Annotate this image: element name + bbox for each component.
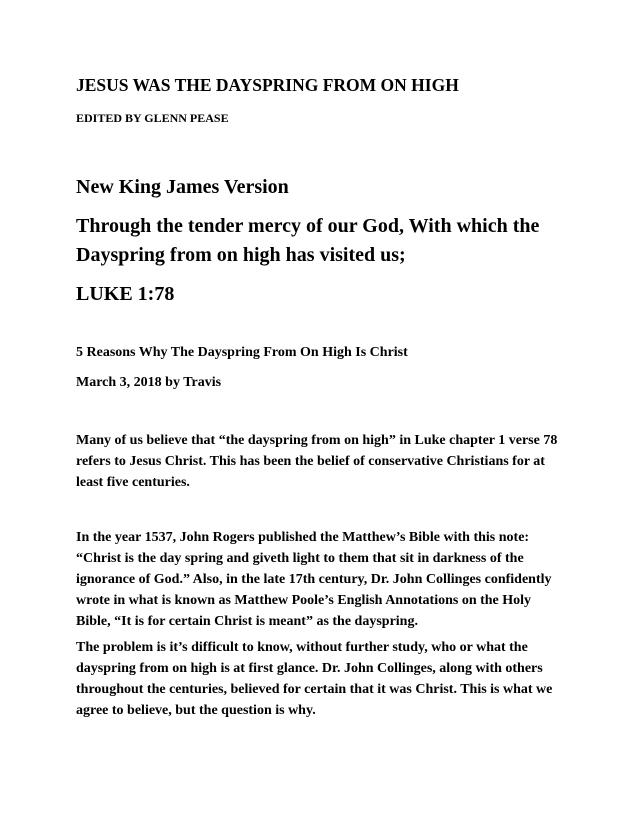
editor-line: EDITED BY GLENN PEASE (76, 111, 229, 125)
bible-version: New King James Version (76, 176, 289, 198)
paragraph: The problem is it’s difficult to know, without further study, who or what the dayspring from on high is at first glance. Dr. John Collinges, along with others throughout the centuries, believed for certain that it was Christ. This is what we agree to believe, but the question is why. (76, 640, 553, 718)
document-title: JESUS WAS THE DAYSPRING FROM ON HIGH (76, 75, 459, 95)
article-title: 5 Reasons Why The Dayspring From On High Is Christ (76, 345, 408, 360)
scripture-verse: Through the tender mercy of our God, With which the Dayspring from on high has visited us; (76, 215, 540, 266)
paragraph: Many of us believe that “the dayspring from on high” in Luke chapter 1 verse 78 refers to Jesus Christ. This has been the belief of conservative Christians for at least five centuries. (76, 433, 558, 490)
scripture-reference: LUKE 1:78 (76, 283, 175, 305)
article-byline: March 3, 2018 by Travis (76, 375, 222, 390)
paragraph: In the year 1537, John Rogers published the Matthew’s Bible with this note: “Christ is the day spring and giveth light to them that sit in darkness of the ignorance of God.” Also, in the late 17th century, Dr. John Collinges confidently wrote in what is known as Matthew Poole’s English Annotations on the Holy Bible, “It is for certain Christ is meant” as the dayspring. (76, 530, 552, 629)
